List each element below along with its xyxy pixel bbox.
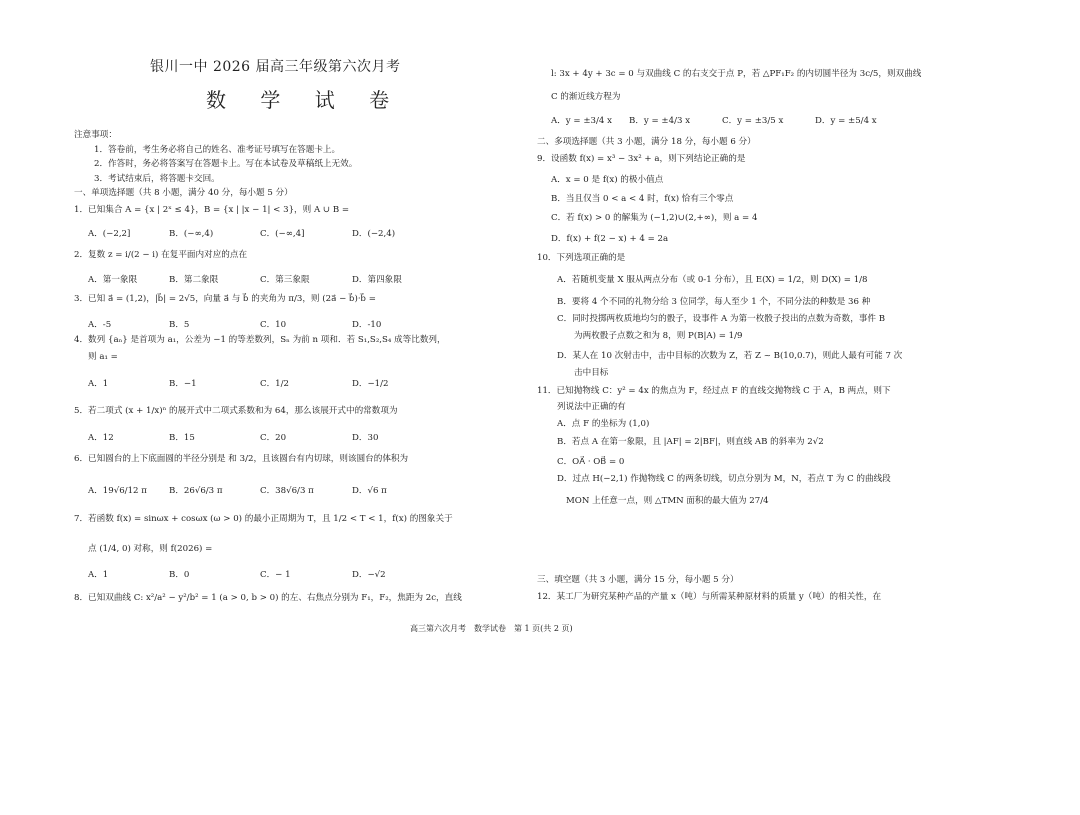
question-stem: 12．某工厂为研究某种产品的产量 x（吨）与所需某种原材料的质量 y（吨）的相关性，在 [537,592,882,602]
option: B．0 [169,570,190,580]
option: C．y = ±3/5 x [722,116,784,126]
option: A．1 [88,379,109,389]
option: B．5 [169,320,190,330]
option: B．第二象限 [169,275,219,285]
question-stem: 3．已知 a⃗ = (1,2)，|b⃗| = 2√5，向量 a⃗ 与 b⃗ 的夹角为 π/3，则 (2a⃗ − b⃗)·b⃗ = [74,294,376,304]
option: B．26√6/3 π [169,486,223,496]
option: A．-5 [88,320,112,330]
option: D．y = ±5/4 x [815,116,877,126]
option: D．−√2 [352,570,386,580]
section-heading: 二、多项选择题（共 3 小题，满分 18 分，每小题 6 分） [537,137,756,147]
question-stem: C 的渐近线方程为 [551,92,621,102]
option: D．第四象限 [352,275,402,285]
option: A．x = 0 是 f(x) 的极小值点 [551,175,664,185]
question-stem: 则 a₁ = [88,352,118,362]
question-stem: l: 3x + 4y + 3c = 0 与双曲线 C 的右支交于点 P，若 △PF₁F₂ 的内切圆半径为 3c/5，则双曲线 [551,69,922,79]
option: C．若 f(x) > 0 的解集为 (−1,2)∪(2,+∞)，则 a = 4 [551,213,758,223]
option: C．10 [260,320,287,330]
option: C．OA⃗ · OB⃗ = 0 [557,457,625,467]
school-title: 银川一中 2026 届高三年级第六次月考 [150,59,401,75]
question-stem: 5．若二项式 (x + 1/x)ⁿ 的展开式中二项式系数和为 64，那么该展开式中的常数项为 [74,406,398,416]
question-stem: 11．已知抛物线 C：y² = 4x 的焦点为 F，经过点 F 的直线交抛物线 C 于 A，B 两点，则下 [537,386,891,396]
option: B．−1 [169,379,197,389]
option: A．点 F 的坐标为 (1,0) [557,419,650,429]
option: B．y = ±4/3 x [629,116,691,126]
option: A．y = ±3/4 x [551,116,612,126]
question-stem: 点 (1/4, 0) 对称，则 f(2026) = [88,544,213,554]
question-stem: 9．设函数 f(x) = x³ − 3x² + a，则下列结论正确的是 [537,154,746,164]
option: B．15 [169,433,195,443]
option: D．某人在 10 次射击中，击中目标的次数为 Z，若 Z ~ B(10,0.7)，则此人最有可能 7 次 [557,351,903,361]
option: B．(−∞,4) [169,229,214,239]
option: B．要将 4 个不同的礼物分给 3 位同学，每人至少 1 个，不同分法的种数是 36 种 [557,297,871,307]
option: D．√6 π [352,486,387,496]
option: C．同时投掷两枚质地均匀的骰子，设事件 A 为第一枚骰子投出的点数为奇数，事件 B [557,314,886,324]
question-stem: 8．已知双曲线 C: x²/a² − y²/b² = 1 (a > 0, b > 0) 的左、右焦点分别为 F₁，F₂，焦距为 2c，直线 [74,593,462,603]
subject-title: 数 学 试 卷 [206,88,404,112]
option: C．1/2 [260,379,289,389]
option: C．38√6/3 π [260,486,314,496]
question-stem: 4．数列 {aₙ} 是首项为 a₁，公差为 −1 的等差数列，Sₙ 为前 n 项和．若 S₁,S₂,S₄ 成等比数列， [74,335,446,345]
option: A．若随机变量 X 服从两点分布（或 0-1 分布），且 E(X) = 1/2，则 D(X) = 1/8 [557,275,868,285]
option: 为两枚骰子点数之和为 8，则 P(B|A) = 1/9 [574,331,743,341]
option: A．(−2,2] [88,229,131,239]
option: A．12 [88,433,114,443]
section-heading: 三、填空题（共 3 小题，满分 15 分，每小题 5 分） [537,575,739,585]
option: A．1 [88,570,109,580]
question-stem: 7．若函数 f(x) = sinωx + cosωx (ω > 0) 的最小正周期为 T，且 1/2 < T < 1，f(x) 的图象关于 [74,514,453,524]
option: C．− 1 [260,570,291,580]
option: MON 上任意一点，则 △TMN 面积的最大值为 27/4 [566,496,769,506]
question-stem: 2．复数 z = i/(2 − i) 在复平面内对应的点在 [74,250,248,260]
notice-item: 1．答卷前，考生务必将自己的姓名、准考证号填写在答题卡上。 [94,145,341,155]
option: D．(−2,4) [352,229,396,239]
question-stem: 10．下列选项正确的是 [537,253,626,263]
notice-item: 2．作答时，务必将答案写在答题卡上。写在本试卷及草稿纸上无效。 [94,159,358,169]
option: A．第一象限 [88,275,138,285]
option: A．19√6/12 π [88,486,147,496]
option: 击中目标 [574,368,609,378]
notice-item: 3．考试结束后，将答题卡交回。 [94,174,220,184]
option: D．30 [352,433,379,443]
option: C．第三象限 [260,275,310,285]
option: B．若点 A 在第一象限，且 |AF| = 2|BF|，则直线 AB 的斜率为 2√2 [557,437,824,447]
option: D．−1/2 [352,379,389,389]
option: C．(−∞,4] [260,229,305,239]
option: D．-10 [352,320,382,330]
question-stem: 6．已知圆台的上下底面圆的半径分别是 和 3/2，且该圆台有内切球，则该圆台的体积为 [74,454,409,464]
option: D．f(x) + f(2 − x) + 4 = 2a [551,234,669,244]
option: D．过点 H(−2,1) 作抛物线 C 的两条切线，切点分别为 M，N，若点 T 为 C 的曲线段 [557,474,891,484]
section-heading: 一、单项选择题（共 8 小题，满分 40 分，每小题 5 分） [74,188,293,198]
option: C．20 [260,433,287,443]
option: B．当且仅当 0 < a < 4 时，f(x) 恰有三个零点 [551,194,734,204]
question-stem: 1．已知集合 A = {x | 2ˣ ≤ 4}，B = {x | |x − 1| < 3}，则 A ∪ B = [74,205,350,215]
notice-heading: 注意事项： [74,130,117,140]
page-footer: 高三第六次月考 数学试卷 第 1 页(共 2 页) [410,624,573,633]
question-stem: 列说法中正确的有 [557,402,626,412]
